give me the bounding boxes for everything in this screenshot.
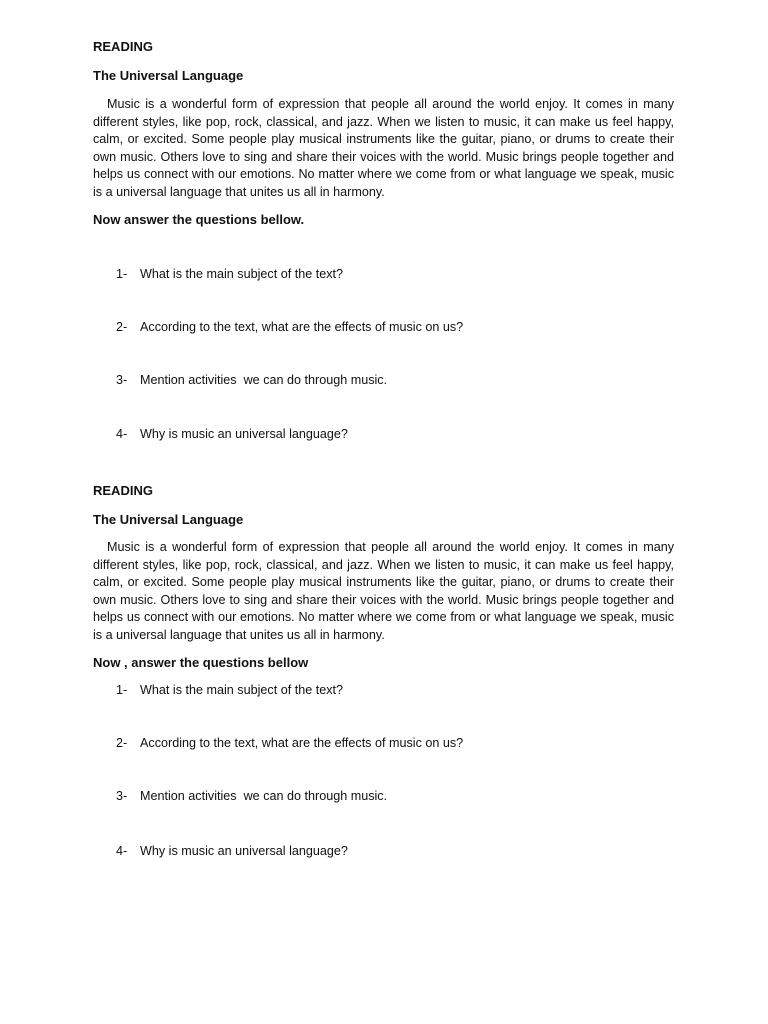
question-number: 1-	[116, 683, 128, 697]
question-number: 1-	[116, 267, 128, 281]
question-number: 4-	[116, 844, 128, 858]
question-number: 2-	[116, 320, 128, 334]
question-text: According to the text, what are the effects of music on us?	[140, 736, 464, 750]
question-text: According to the text, what are the effects of music on us?	[140, 320, 464, 334]
reading-paragraph: Music is a wonderful form of expression that people all around the world enjoy. It comes in many different styles, like pop, rock, classical, and jazz. When we listen to music, it can make us feel happy, calm, or excited. Some people play musical instruments like the guitar, piano, or drums to create their own music. Others love to sing and share their voices with the world. Music brings people together and helps us connect with our emotions. No matter where we come from or what language we speak, music is a universal language that unites us all in harmony.	[93, 540, 674, 642]
question-text: What is the main subject of the text?	[140, 267, 344, 281]
question-number: 4-	[116, 427, 128, 441]
question-text: Mention activities we can do through music.	[140, 789, 388, 803]
question-number: 3-	[116, 789, 128, 803]
instruction: Now , answer the questions bellow	[93, 655, 309, 670]
section-label: READING	[93, 483, 153, 498]
section-title: The Universal Language	[93, 68, 244, 83]
question-number: 3-	[116, 373, 128, 387]
question-text: Mention activities we can do through music.	[140, 373, 388, 387]
question-text: Why is music an universal language?	[140, 427, 348, 441]
reading-paragraph: Music is a wonderful form of expression that people all around the world enjoy. It comes in many different styles, like pop, rock, classical, and jazz. When we listen to music, it can make us feel happy, calm, or excited. Some people play musical instruments like the guitar, piano, or drums to create their own music. Others love to sing and share their voices with the world. Music brings people together and helps us connect with our emotions. No matter where we come from or what language we speak, music is a universal language that unites us all in harmony.	[93, 97, 674, 199]
section-title: The Universal Language	[93, 512, 244, 527]
question-text: Why is music an universal language?	[140, 844, 348, 858]
question-text: What is the main subject of the text?	[140, 683, 344, 697]
question-number: 2-	[116, 736, 128, 750]
section-label: READING	[93, 39, 153, 54]
instruction: Now answer the questions bellow.	[93, 212, 305, 227]
